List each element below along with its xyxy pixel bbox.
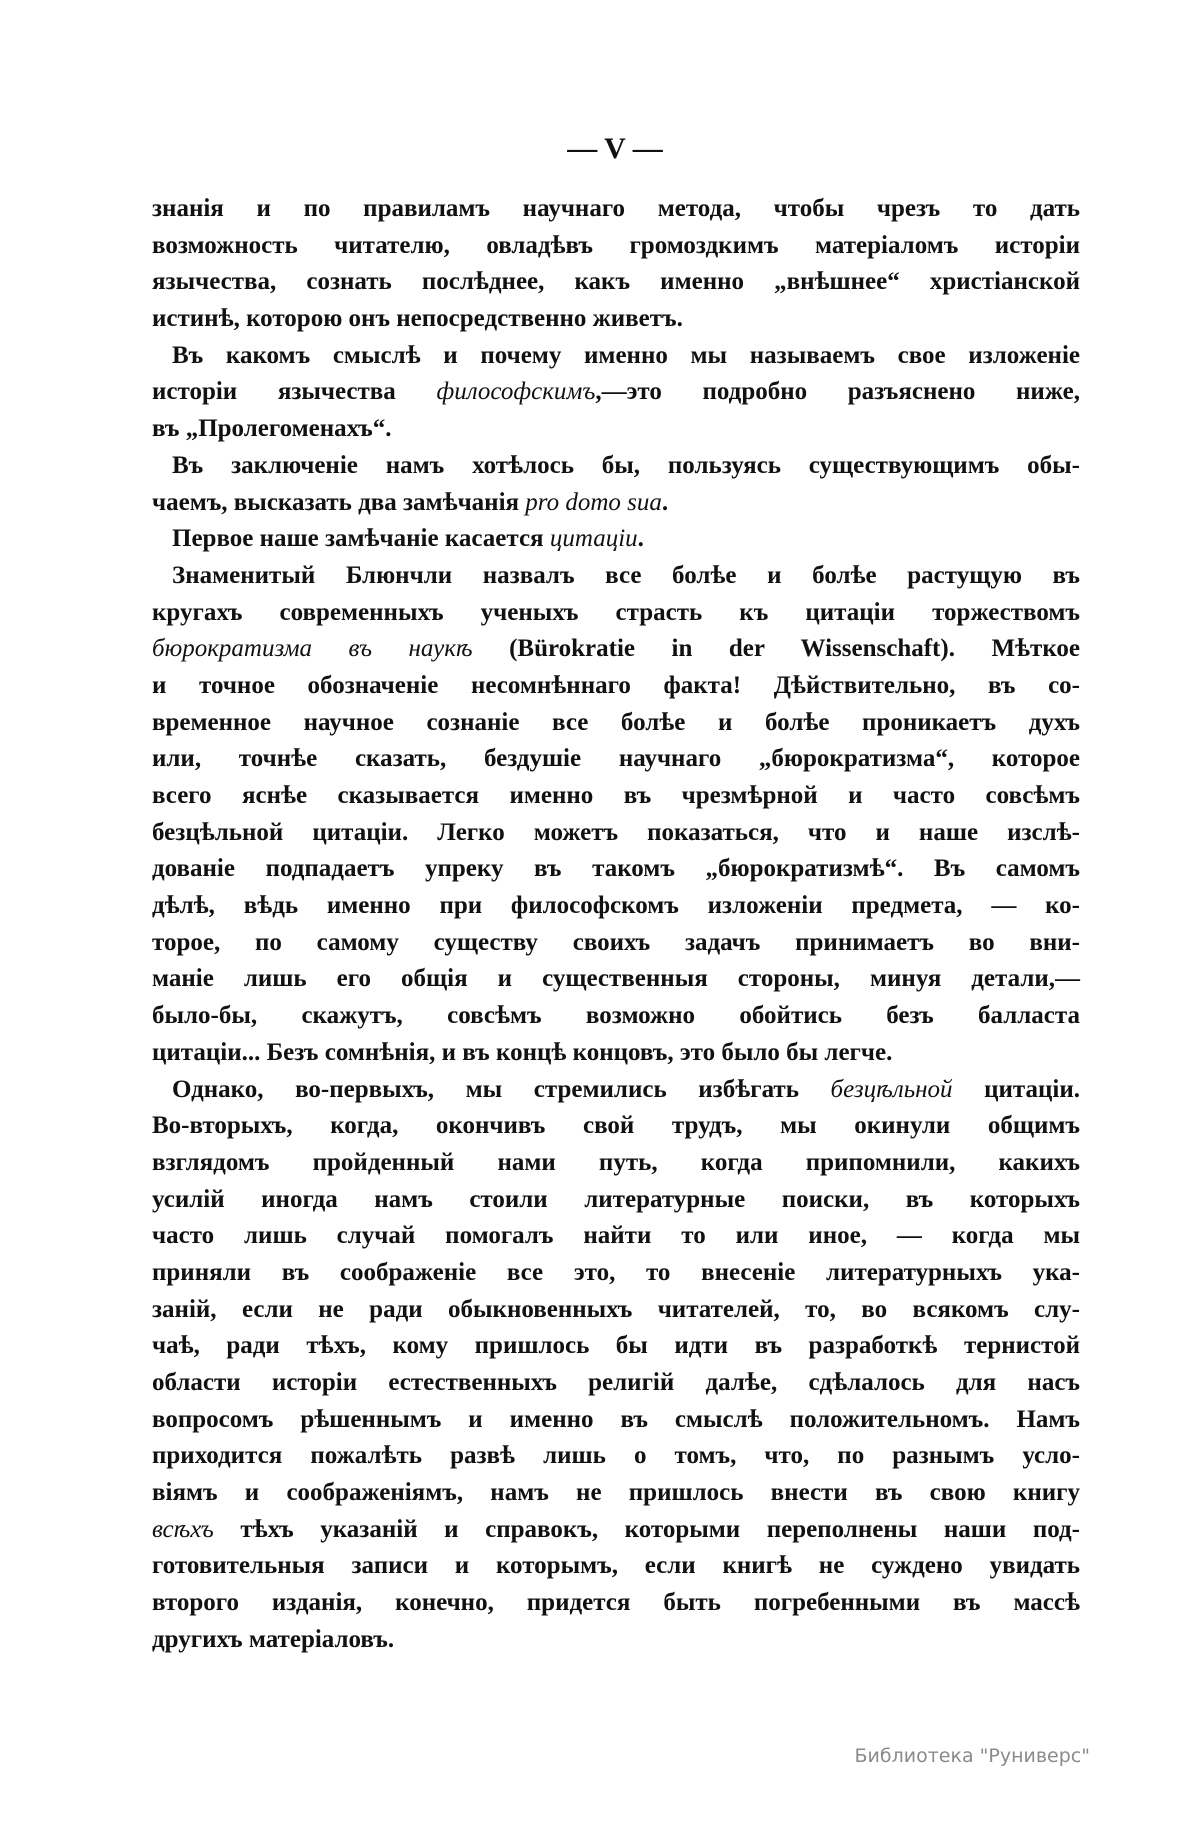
- library-watermark: Библиотека "Руниверс": [854, 1745, 1090, 1767]
- text-segment: исторіи язычества: [152, 378, 437, 406]
- text-segment: усилій иногда намъ стоили литературные поиски, въ которыхъ: [152, 1185, 1080, 1213]
- text-line: [152, 1218, 1080, 1255]
- italic-text: безцѣльной: [830, 1075, 953, 1103]
- text-line: [152, 374, 1080, 411]
- text-segment: готовительныя записи и которымъ, если книгѣ не суждено увидать: [152, 1552, 1080, 1580]
- text-segment: вопросомъ рѣшеннымъ и именно въ смыслѣ положительномъ. Намъ: [152, 1405, 1080, 1433]
- text-line: [152, 925, 1080, 962]
- text-segment: торое, по самому существу своихъ задачъ принимаетъ во вни-: [152, 928, 1080, 956]
- text-line: [152, 778, 1080, 815]
- text-line: [152, 705, 1080, 742]
- text-line: [152, 1035, 1080, 1072]
- italic-text: цитаціи: [549, 525, 638, 553]
- text-line: [152, 1475, 1080, 1512]
- paragraph: [152, 191, 1080, 338]
- text-segment: цитаціи.: [952, 1075, 1081, 1103]
- paragraph: [152, 558, 1080, 1072]
- text-segment: приходится пожалѣть развѣ лишь о томъ, что, по разнымъ усло-: [152, 1442, 1080, 1470]
- text-segment: часто лишь случай помогалъ найти то или иное, — когда мы: [152, 1222, 1080, 1250]
- text-segment: истинѣ, которою онъ непосредственно живетъ.: [152, 305, 683, 333]
- text-segment: маніе лишь его общія и существенныя стороны, минуя детали,—: [152, 965, 1080, 993]
- text-line: [152, 448, 1080, 485]
- text-segment: язычества, сознать послѣднее, какъ именно „внѣшнее“ христіанской: [152, 268, 1080, 296]
- text-segment: Въ заключеніе намъ хотѣлось бы, пользуясь существующимъ обы-: [172, 451, 1080, 479]
- italic-text: всѣхъ: [152, 1515, 214, 1543]
- text-line: [152, 1108, 1080, 1145]
- text-segment: чаемъ, высказать два замѣчанія: [152, 488, 526, 516]
- text-line: [152, 1255, 1080, 1292]
- text-segment: дованіе подпадаетъ упреку въ такомъ „бюрократизмѣ“. Въ самомъ: [152, 855, 1080, 883]
- text-line: [152, 888, 1080, 925]
- text-line: [152, 485, 1080, 522]
- text-segment: дѣлѣ, вѣдь именно при философскомъ изложеніи предмета, — ко-: [152, 892, 1080, 920]
- page-body-text: [152, 191, 1080, 1659]
- text-segment: .: [661, 488, 669, 516]
- text-segment: кругахъ современныхъ ученыхъ страсть къ цитаціи торжествомъ: [152, 598, 1080, 626]
- text-segment: віямъ и соображеніямъ, намъ не пришлось внести въ свою книгу: [152, 1479, 1080, 1507]
- paragraph: [152, 338, 1080, 448]
- text-segment: Во-вторыхъ, когда, окончивъ свой трудъ, мы окинули общимъ: [152, 1112, 1080, 1140]
- text-segment: области исторіи естественныхъ религій далѣе, сдѣлалось для насъ: [152, 1369, 1080, 1396]
- text-line: [152, 1328, 1080, 1365]
- text-segment: и точное обозначеніе несомнѣннаго факта! Дѣйствительно, въ со-: [152, 671, 1080, 699]
- text-segment: второго изданія, конечно, придется быть погребенными въ массѣ: [152, 1589, 1080, 1617]
- paragraph: [152, 1072, 1080, 1659]
- text-segment: чаѣ, ради тѣхъ, кому пришлось бы идти въ разработкѣ тернистой: [152, 1332, 1080, 1360]
- text-line: [152, 668, 1080, 705]
- text-segment: .: [637, 525, 644, 553]
- text-line: [152, 1548, 1080, 1585]
- text-line: [152, 1182, 1080, 1219]
- text-line: [152, 595, 1080, 632]
- text-segment: (Bürokratie in der Wissenschaft). Мѣткое: [472, 635, 1080, 663]
- text-line: [152, 191, 1080, 228]
- text-segment: возможность читателю, овладѣвъ громоздкимъ матеріаломъ исторіи: [152, 231, 1080, 259]
- paragraph: [152, 521, 1080, 558]
- text-segment: другихъ матеріаловъ.: [152, 1625, 395, 1653]
- text-line: [152, 338, 1080, 375]
- text-line: [152, 1145, 1080, 1182]
- italic-text: бюрократизма въ наукѣ: [152, 635, 473, 663]
- text-segment: безцѣльной цитаціи. Легко можетъ показаться, что и наше изслѣ-: [152, 818, 1080, 846]
- text-line: [152, 998, 1080, 1035]
- text-segment: было-бы, скажутъ, совсѣмъ возможно обойтись безъ балласта: [152, 1002, 1080, 1030]
- text-line: [152, 631, 1080, 668]
- text-segment: всего яснѣе сказывается именно въ чрезмѣрной и часто совсѣмъ: [152, 782, 1080, 809]
- text-line: [152, 1365, 1080, 1402]
- text-segment: временное научное сознаніе все болѣе и болѣе проникаетъ духъ: [152, 708, 1080, 736]
- text-line: [152, 1072, 1080, 1109]
- text-line: [152, 301, 1080, 338]
- text-line: [152, 1622, 1080, 1659]
- text-segment: Первое наше замѣчаніе касается: [172, 525, 550, 553]
- text-segment: въ „Пролегоменахъ“.: [152, 415, 392, 443]
- text-line: [152, 1438, 1080, 1475]
- text-line: [152, 521, 1080, 558]
- text-line: [152, 1512, 1080, 1549]
- text-line: [152, 1585, 1080, 1622]
- text-line: [152, 741, 1080, 778]
- text-line: [152, 815, 1080, 852]
- text-line: [152, 411, 1080, 448]
- text-segment: цитаціи... Безъ сомнѣнія, и въ концѣ концовъ, это было бы легче.: [152, 1038, 893, 1066]
- text-segment: взглядомъ пройденный нами путь, когда припомнили, какихъ: [152, 1148, 1080, 1176]
- text-line: [152, 264, 1080, 301]
- paragraph: [152, 448, 1080, 521]
- text-segment: тѣхъ указаній и справокъ, которыми переполнены наши под-: [213, 1515, 1080, 1543]
- text-segment: или, точнѣе сказать, бездушіе научнаго „бюрократизма“, которое: [152, 745, 1080, 773]
- text-segment: Однако, во-первыхъ, мы стремились избѣгать: [172, 1075, 831, 1103]
- text-line: [152, 558, 1080, 595]
- italic-text: pro domo sua: [525, 488, 662, 516]
- text-segment: заній, если не ради обыкновенныхъ читателей, то, во всякомъ слу-: [152, 1295, 1080, 1323]
- text-line: [152, 851, 1080, 888]
- text-segment: Знаменитый Блюнчли назвалъ все болѣе и болѣе растущую въ: [172, 561, 1080, 589]
- text-segment: знанія и по правиламъ научнаго метода, чтобы чрезъ то дать: [152, 195, 1080, 222]
- text-line: [152, 1402, 1080, 1439]
- text-segment: приняли въ соображеніе все это, то внесеніе литературныхъ ука-: [152, 1258, 1080, 1286]
- italic-text: философскимъ: [436, 378, 596, 406]
- text-line: [152, 1292, 1080, 1329]
- text-line: [152, 961, 1080, 998]
- page-number: — V —: [567, 132, 663, 165]
- text-segment: ,—это подробно разъяснено ниже,: [595, 378, 1080, 406]
- text-line: [152, 228, 1080, 265]
- text-segment: Въ какомъ смыслѣ и почему именно мы называемъ свое изложеніе: [172, 341, 1080, 369]
